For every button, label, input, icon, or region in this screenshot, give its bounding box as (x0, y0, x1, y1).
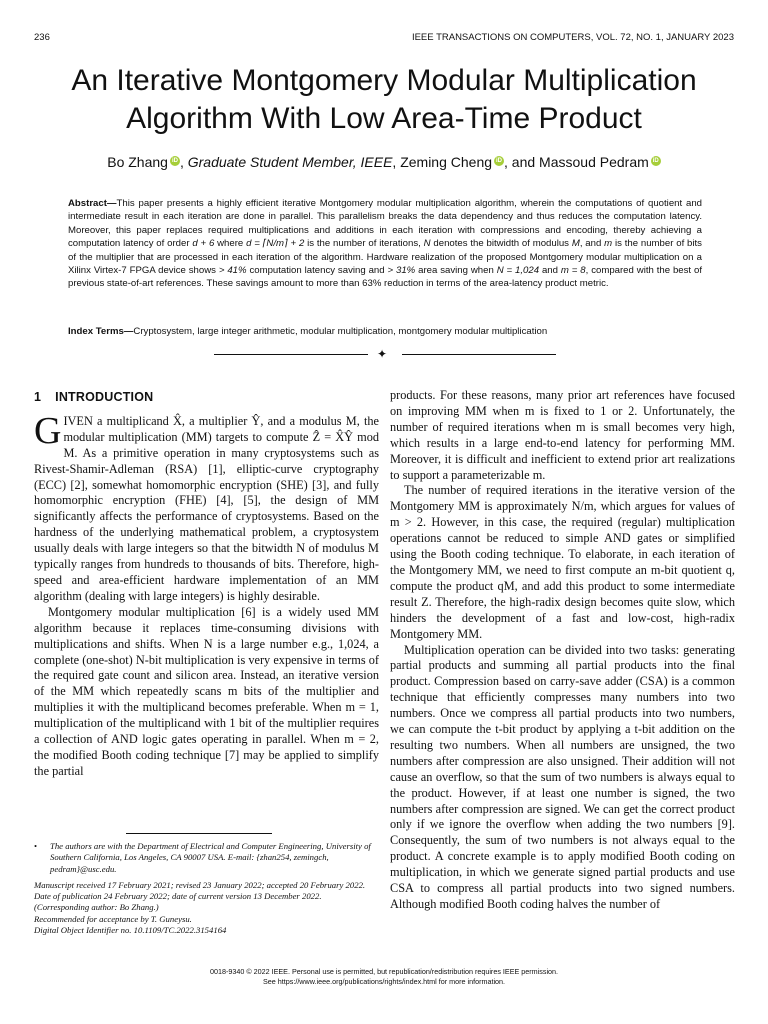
author-name: Bo Zhang (107, 154, 168, 170)
abstract-text: computation latency saving and (246, 265, 388, 277)
running-head: IEEE TRANSACTIONS ON COMPUTERS, VOL. 72, NO. 1, JANUARY 2023 (411, 32, 734, 43)
affiliation-note (34, 841, 379, 875)
drop-cap: G (34, 409, 62, 452)
body-paragraph: Montgomery modular multiplication [6] is a widely used MM algorithm because it replaces time-consuming divisions with multiplications and shifts. When N is a large number e.g., 1,024, a complete (one-shot) N-bit multiplication is very expensive in terms of the required gate count and silicon area. Instead, an iterative version of the MM which repeatedly scans m bits of the multiplier and multiplies it with the multiplicand becomes preferable. When m = 1, multiplication of the multiplicand with 1 bit of the multiplier requires a collection of AND logic gates operating in parallel. When m = 2, the modified Booth coding technique [7] may be applied to simplify the partial (34, 604, 379, 778)
author-name: Massoud Pedram (539, 154, 649, 170)
doi-line[interactable]: Digital Object Identifier no. 10.1109/TC.2022.3154164 (34, 925, 227, 936)
abstract-text: denotes the bitwidth of modulus (430, 238, 572, 250)
abstract-text: area saving when (415, 265, 497, 277)
author-name: Zeming Cheng (400, 154, 493, 170)
right-column (390, 388, 735, 913)
abstract-text: and (539, 265, 561, 277)
bullet-icon: • (34, 841, 38, 851)
abstract-text: , and (579, 238, 605, 250)
abstract-text: This paper presents a highly efficient iterative Montgomery modular multiplication algorithm, wherein the computations of quotient and intermediate result in each iteration are done in parallel. This parallelism breaks the data dependency and thus reduces the computation latency. Moreover, this paper replaces required multiplications and additions in each iteration with compressions and encoding, thereby achieving a computation latency of order (68, 198, 702, 250)
divider-line (214, 354, 368, 355)
section-heading (34, 390, 379, 406)
index-terms-text: Cryptosystem, large integer arithmetic, modular multiplication, montgomery modular multiplication (133, 326, 548, 337)
left-column (34, 390, 379, 780)
section-number: 1 (34, 390, 42, 404)
corresponding-author: (Corresponding author: Bo Zhang.) (34, 902, 159, 913)
divider-line (402, 354, 556, 355)
abstract-math: > 41% (218, 265, 247, 277)
title-line-1: An Iterative Montgomery Modular Multiplication (71, 64, 697, 97)
abstract-math: N = 1,024 (496, 265, 540, 277)
author-membership: Graduate Student Member, IEEE (187, 154, 393, 170)
body-paragraph: products. For these reasons, many prior art references have focused on improving MM when m is fixed to 1 or 2. Unfortunately, the number of required iterations when m is small becomes very high, which results in a large end-to-end latency for performing MM. Moreover, it is difficult and inefficient to extend prior art realizations to support a parameterizable m. (390, 388, 735, 482)
body-paragraph: The number of required iterations in the iterative version of the Montgomery MM is approximately N/m, which argues for values of m > 2. However, in this case, the required (regular) multiplication operations cannot be reduced to simple AND gates or simplified using the Booth coding technique. To elaborate, in each iteration of the Montgomery MM, we need to first compute an m-bit quotient q, compute the product qM, and add this product to some intermediate result Z. Therefore, the high-radix design becomes quite slow, which hinders the development of a fast and low-cost, high-radix Montgomery MM. (390, 483, 735, 641)
section-title: INTRODUCTION (55, 390, 154, 404)
paragraph-text: a multiplicand X̂, a multiplier Ŷ, and a modulus M, the modular multiplication (MM) targets to compute Ẑ = X̂Ŷ mod M. As a primitive operation in many cryptosystems such as Rivest-Shamir-Adleman (RSA) [1], elliptic-curve cryptography (ECC) [2], somewhat homomorphic encryption (SHE) [3], and fully homomorphic encryption (FHE) [4], [5], the design of MM significantly affects the performance of cryptosystems. Based on the hardness of the underlying mathematical problem, a cryptosystem usually deals with large integers so that the bitwidth N of modulus M typically ranges from hundreds to thousands of bits. Therefore, high-speed and area-efficient hardware implementation of an MM algorithm (dealing with large integers) is highly desirable. (34, 413, 379, 603)
abstract-label: Abstract— (68, 198, 117, 209)
manuscript-history: Manuscript received 17 February 2021; revised 23 January 2022; accepted 20 February 2022. Date of publication 24 February 2022; date of current version 13 December 2022. (34, 879, 366, 902)
abstract-math: m (604, 238, 613, 250)
abstract-text: , compared with the best of previous state-of-art references. These savings amount to more than 63% reduction in terms of the area-latency product metric. (68, 265, 703, 290)
index-terms-label: Index Terms— (68, 326, 134, 337)
orcid-icon[interactable]: iD (496, 158, 503, 164)
abstract (68, 197, 702, 291)
page-number: 236 (34, 32, 50, 43)
copyright-notice (34, 967, 734, 986)
copyright-line: 0018-9340 © 2022 IEEE. Personal use is permitted, but republication/redistribution requires IEEE permission. (209, 967, 559, 976)
body-paragraph: Multiplication operation can be divided into two tasks: generating partial products and summing all partial products into the final product. Compression based on carry-save adder (CSA) is a common technique that efficiently compresses many numbers into two numbers. Once we compress all partial products into two numbers, we can compute the t-bit product by applying a t-bit addition on the resulting two numbers. When all numbers are unsigned, the two numbers after compression are also unsigned. Their addition will not cause an overflow, so that the sum of two numbers is always equal to the product. However, if at least one number is signed, the two numbers after compression are signed. We can get the correct product only if we ignore the overflow when adding the two numbers [9]. Consequently, the sum of two numbers is not always equal to the product. A concrete example is to apply modified Booth coding on multiplication, in which we generate signed partial products and use CSA to compress all partial products into two signed numbers. Although modified Booth coding halves the number of (390, 642, 735, 911)
lead-in-smallcaps: IVEN (63, 413, 93, 428)
affiliation-text: The authors are with the Department of Electrical and Computer Engineering, University of Southern California, Los Angeles, CA 90007 USA. E-mail: {zhan254, zemingch, pedram}@usc.edu. (50, 841, 371, 874)
abstract-math: d = ⌈N/m⌉ + 2 (246, 238, 305, 250)
recommended-by: Recommended for acceptance by T. Guneysu. (34, 913, 192, 924)
abstract-text: where (214, 238, 247, 250)
orcid-icon[interactable]: iD (171, 158, 178, 164)
abstract-text: is the number of iterations, (304, 238, 424, 250)
footnote-block (34, 841, 379, 936)
divider-ornament: ✦ (377, 347, 388, 361)
title-line-2: Algorithm With Low Area-Time Product (126, 102, 642, 135)
author-list: Bo Zhang iD , Graduate Student Member, IEEE, Zeming Cheng iD , and Massoud Pedram iD (107, 154, 659, 170)
orcid-icon[interactable]: iD (652, 158, 659, 164)
index-terms (68, 325, 702, 338)
section-divider (214, 347, 556, 361)
abstract-math: > 31% (387, 265, 416, 277)
body-paragraph (34, 409, 379, 605)
abstract-math: N (423, 238, 431, 250)
author-separator: , and (504, 154, 540, 170)
footnote-rule (126, 833, 272, 834)
abstract-text: is the number of bits of the multiplier that are processed in each iteration of the algorithm. Hardware realization of the proposed Montgomery modular multiplication on a Xilinx Virtex-7 FPGA device shows (68, 238, 702, 277)
abstract-math: M (571, 238, 580, 250)
paper-title (34, 62, 734, 138)
rights-link-line[interactable]: See https://www.ieee.org/publications/rights/index.html for more information. (262, 976, 506, 986)
abstract-math: m = 8 (560, 265, 586, 277)
abstract-math: d + 6 (192, 238, 215, 250)
